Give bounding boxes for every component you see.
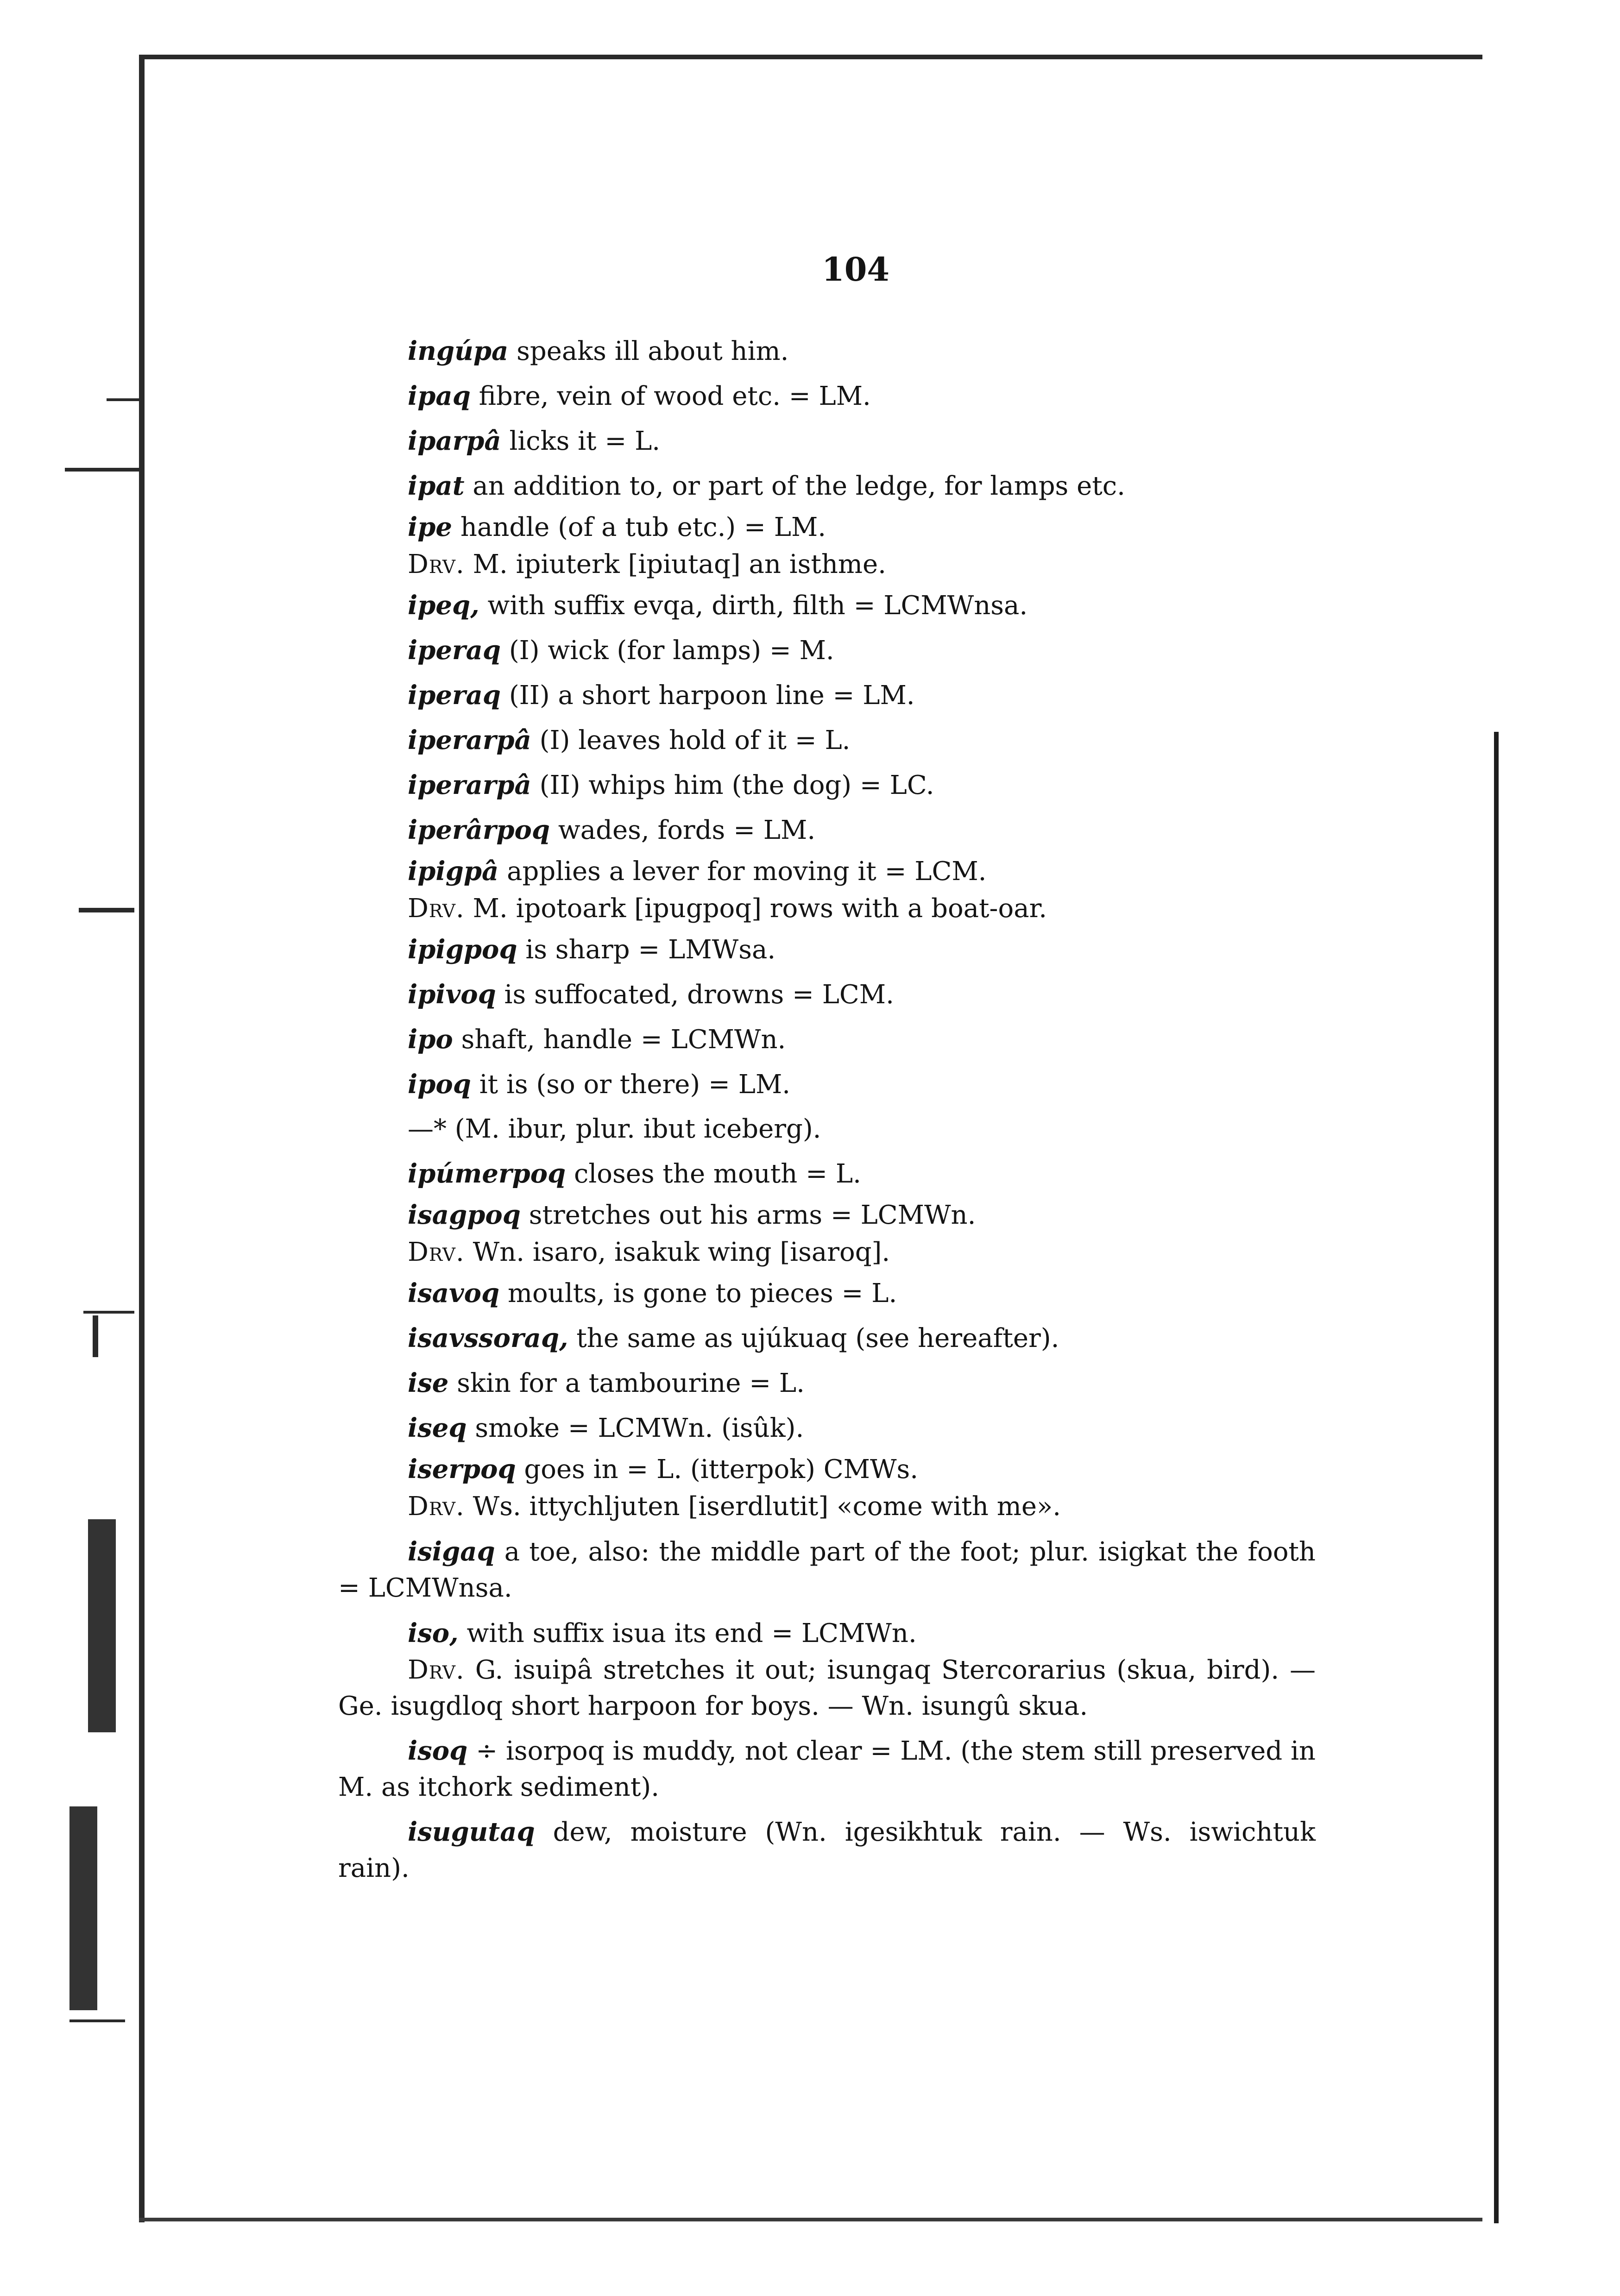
definition: shaft, handle = LCMWn. — [453, 1025, 786, 1055]
entry — [408, 509, 1316, 546]
headword: isugutaq — [408, 1817, 535, 1847]
headword: iperârpoq — [408, 815, 550, 845]
definition: smoke = LCMWn. (isûk). — [466, 1413, 804, 1443]
headword: ipaq — [408, 381, 471, 411]
entry — [338, 1814, 1316, 1887]
definition: fibre, vein of wood etc. = LM. — [470, 381, 871, 411]
headword: ipat — [408, 471, 465, 501]
entry — [338, 1733, 1316, 1805]
entry — [408, 464, 1316, 509]
margin-mark — [79, 908, 134, 912]
derivation-text: Wn. isaro, isakuk wing [isaroq]. — [464, 1237, 890, 1267]
derivation-line — [338, 1652, 1316, 1724]
entry — [408, 927, 1316, 972]
definition: skin for a tambourine = L. — [448, 1368, 805, 1398]
definition: moults, is gone to pieces = L. — [499, 1278, 897, 1308]
entry — [408, 1406, 1316, 1451]
entry — [338, 1534, 1316, 1606]
definition: dew, moisture (Wn. igesikhtuk rain. — Ws. iswichtuk rain). — [338, 1817, 1316, 1883]
entry — [408, 1107, 1316, 1151]
headword: isavssoraq, — [408, 1323, 568, 1353]
definition: speaks ill about him. — [508, 336, 789, 366]
headword: ise — [408, 1368, 449, 1398]
entry — [408, 583, 1316, 628]
page-number: 104 — [822, 250, 890, 289]
definition: it is (so or there) = LM. — [471, 1069, 791, 1100]
definition: handle (of a tub etc.) = LM. — [452, 512, 826, 542]
headword: ipeq, — [408, 590, 479, 621]
scan-border-top — [139, 55, 1482, 59]
drv-label: Drv. — [408, 549, 465, 579]
drv-label: Drv. — [408, 1655, 465, 1685]
entry — [408, 718, 1316, 763]
entry — [408, 374, 1316, 419]
headword: isagpoq — [408, 1200, 521, 1230]
margin-mark — [69, 1806, 97, 2010]
margin-mark — [83, 1311, 134, 1314]
entry — [408, 329, 1316, 374]
scan-border-left — [139, 55, 145, 2222]
entry — [408, 972, 1316, 1017]
dictionary-entries — [338, 329, 1316, 1887]
margin-mark — [107, 398, 139, 401]
entry — [408, 763, 1316, 808]
definition: licks it = L. — [501, 426, 661, 456]
derivation-text: G. isuipâ stretches it out; isungaq Stercorarius (skua, bird). — Ge. isugdloq short harpoon for boys. — Wn. isungû skua. — [338, 1655, 1316, 1721]
headword: ipigpoq — [408, 934, 517, 965]
drv-label: Drv. — [408, 893, 465, 924]
derivation-line — [408, 890, 1316, 927]
definition: applies a lever for moving it = LCM. — [498, 856, 987, 887]
derivation-text: Ws. ittychljuten [iserdlutit] «come with me». — [464, 1491, 1061, 1522]
entry — [408, 419, 1316, 464]
definition: a toe, also: the middle part of the foot; plur. isigkat the footh = LCMWnsa. — [338, 1537, 1316, 1603]
entry — [408, 1017, 1316, 1062]
margin-mark — [88, 1519, 116, 1732]
definition: an addition to, or part of the ledge, for lamps etc. — [464, 471, 1125, 501]
definition: ÷ isorpoq is muddy, not clear = LM. (the stem still preserved in M. as itchork sediment). — [338, 1736, 1316, 1802]
entry — [408, 808, 1316, 853]
headword: iparpâ — [408, 426, 501, 456]
entry — [408, 1271, 1316, 1316]
headword: iso, — [408, 1618, 459, 1648]
headword: iperaq — [408, 680, 501, 711]
entry — [408, 1196, 1316, 1234]
headword: ipúmerpoq — [408, 1158, 566, 1189]
entry — [408, 1615, 1316, 1652]
definition: (I) wick (for lamps) = M. — [501, 635, 834, 666]
definition: goes in = L. (itterpok) CMWs. — [516, 1454, 919, 1485]
derivation-text: M. ipotoark [ipugpoq] rows with a boat-oar. — [464, 893, 1047, 924]
definition: the same as ujúkuaq (see hereafter). — [568, 1323, 1059, 1353]
entry — [408, 1316, 1316, 1361]
definition: (M. ibur, plur. ibut iceberg). — [447, 1114, 821, 1144]
margin-mark — [93, 1315, 98, 1357]
definition: is sharp = LMWsa. — [517, 935, 776, 965]
derivation-line — [408, 1488, 1316, 1525]
margin-mark — [69, 2019, 125, 2022]
headword: iperarpâ — [408, 770, 531, 800]
headword: isigaq — [408, 1536, 495, 1567]
entry — [408, 1151, 1316, 1196]
definition: with suffix evqa, dirth, filth = LCMWnsa. — [479, 591, 1028, 621]
dash-marker: —* — [408, 1114, 447, 1144]
headword: iperaq — [408, 635, 501, 666]
definition: closes the mouth = L. — [566, 1159, 861, 1189]
headword: isavoq — [408, 1278, 500, 1308]
definition: stretches out his arms = LCMWn. — [520, 1200, 976, 1230]
headword: iserpoq — [408, 1454, 516, 1485]
entry — [408, 1451, 1316, 1488]
definition: wades, fords = LM. — [550, 815, 816, 845]
headword: iperarpâ — [408, 725, 531, 755]
definition: is suffocated, drowns = LCM. — [496, 980, 894, 1010]
definition: with suffix isua its end = LCMWn. — [458, 1618, 917, 1648]
margin-mark — [65, 468, 139, 472]
scan-border-bottom — [139, 2218, 1482, 2221]
entry — [408, 673, 1316, 718]
entry — [408, 628, 1316, 673]
definition: (II) whips him (the dog) = LC. — [531, 770, 934, 800]
headword: ipigpâ — [408, 856, 499, 887]
entry — [408, 1361, 1316, 1406]
headword: isoq — [408, 1736, 468, 1766]
derivation-line — [408, 1234, 1316, 1271]
headword: ipe — [408, 512, 453, 542]
headword: ipo — [408, 1024, 453, 1055]
headword: ipivoq — [408, 979, 496, 1010]
drv-label: Drv. — [408, 1237, 465, 1267]
definition: (I) leaves hold of it = L. — [531, 725, 851, 755]
drv-label: Drv. — [408, 1491, 465, 1522]
scan-border-right — [1494, 732, 1499, 2223]
headword: ingúpa — [408, 336, 509, 366]
headword: iseq — [408, 1413, 467, 1443]
derivation-text: M. ipiuterk [ipiutaq] an isthme. — [464, 549, 886, 579]
derivation-line — [408, 546, 1316, 583]
entry — [408, 1062, 1316, 1107]
headword: ipoq — [408, 1069, 471, 1100]
entry — [408, 853, 1316, 890]
definition: (II) a short harpoon line = LM. — [501, 680, 915, 711]
